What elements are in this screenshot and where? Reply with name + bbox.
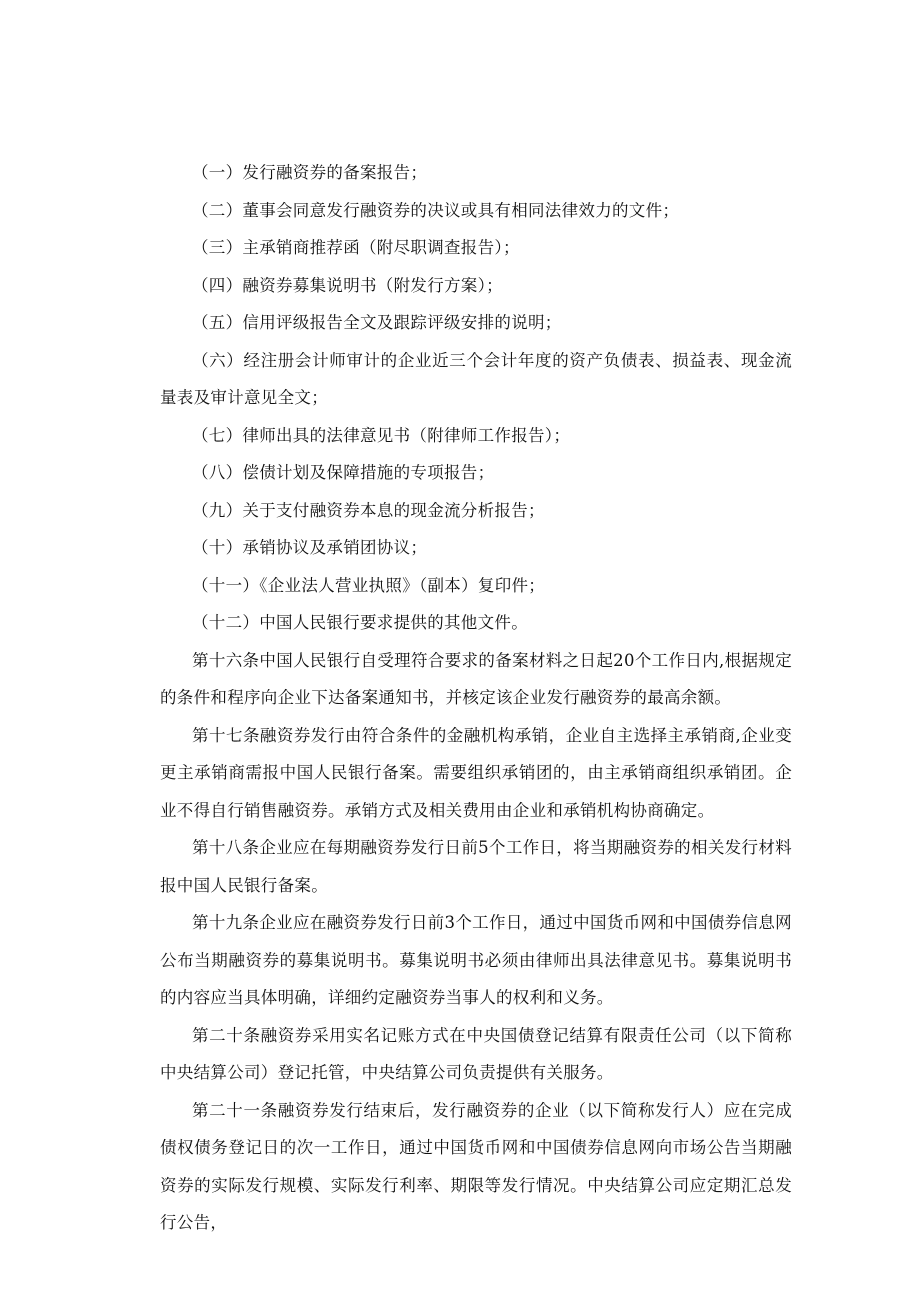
article-16: 第十六条中国人民银行自受理符合要求的备案材料之日起20个工作日内,根据规定的条件和程序向企业下达备案通知书，并核定该企业发行融资券的最高余额。 — [160, 650, 792, 707]
list-item-5: （五）信用评级报告全文及跟踪评级安排的说明； — [192, 313, 562, 332]
list-item-8: （八）偿债计划及保障措施的专项报告； — [192, 463, 495, 482]
list-item-6: （六）经注册会计师审计的企业近三个会计年度的资产负债表、损益表、现金流量表及审计意见全文； — [160, 350, 792, 407]
article-19: 第十九条企业应在融资券发行日前3个工作日，通过中国货币网和中国债券信息网公布当期融资券的募集说明书。募集说明书必须由律师出具法律意见书。募集说明书的内容应当具体明确，详细约定融资券当事人的权利和义务。 — [160, 913, 792, 1007]
list-item-11: （十一）《企业法人营业执照》（副本）复印件； — [192, 575, 546, 595]
list-item-10: （十）承销协议及承销团协议； — [192, 538, 428, 557]
list-item-1: （一）发行融资券的备案报告； — [192, 163, 428, 182]
list-item-9: （九）关于支付融资券本息的现金流分析报告； — [192, 500, 545, 520]
article-17: 第十七条融资券发行由符合条件的金融机构承销，企业自主选择主承销商,企业变更主承销商需报中国人民银行备案。需要组织承销团的，由主承销商组织承销团。企业不得自行销售融资券。承销方式及相关费用由企业和承销机构协商确定。 — [160, 725, 792, 820]
list-item-12: （十二）中国人民银行要求提供的其他文件。 — [192, 613, 528, 632]
list-item-7: （七）律师出具的法律意见书（附律师工作报告）； — [192, 425, 571, 445]
article-18: 第十八条企业应在每期融资券发行日前5个工作日，将当期融资券的相关发行材料报中国人民银行备案。 — [160, 838, 792, 895]
document-body — [160, 154, 792, 1242]
article-20: 第二十条融资券采用实名记账方式在中央国债登记结算有限责任公司（以下简称中央结算公司）登记托管，中央结算公司负责提供有关服务。 — [160, 1025, 792, 1082]
list-item-2: （二）董事会同意发行融资券的决议或具有相同法律效力的文件； — [192, 200, 680, 220]
article-21: 第二十一条融资券发行结束后，发行融资券的企业（以下简称发行人）应在完成债权债务登记日的次一工作日，通过中国货币网和中国债券信息网向市场公告当期融资券的实际发行规模、实际发行利率、期限等发行情况。中央结算公司应定期汇总发行公告， — [160, 1100, 792, 1232]
list-item-3: （三）主承销商推荐函（附尽职调查报告）； — [192, 238, 520, 257]
list-item-4: （四）融资券募集说明书（附发行方案）； — [192, 275, 503, 295]
